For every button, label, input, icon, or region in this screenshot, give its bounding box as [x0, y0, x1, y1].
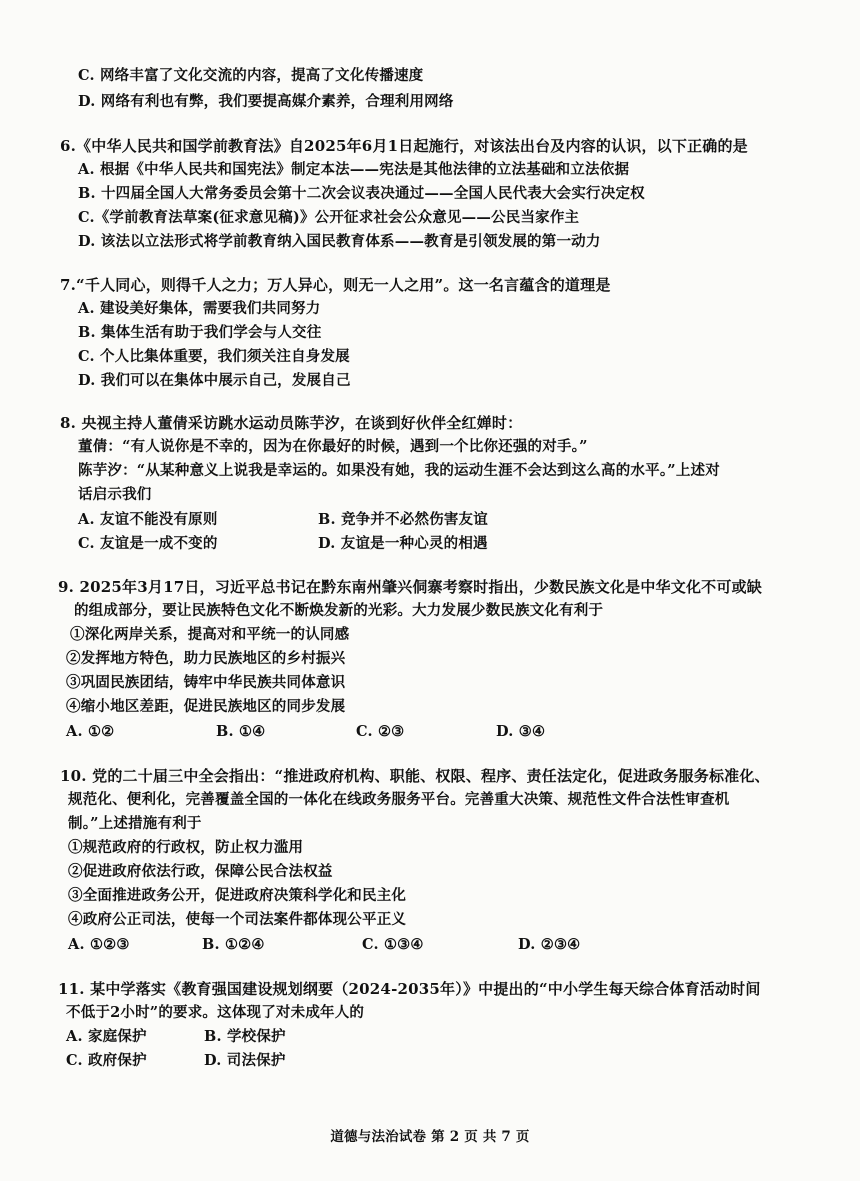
q9-option-b: B. ①④ — [216, 723, 266, 740]
q8-option-a: A. 友谊不能没有原则 — [78, 511, 218, 528]
q10-option-b: B. ①②④ — [202, 936, 265, 953]
q9-stem-line2: 的组成部分，要让民族特色文化不断焕发新的光彩。大力发展少数民族文化有利于 — [74, 602, 604, 619]
q6-stem: 6.《中华人民共和国学前教育法》自2025年6月1日起施行，对该法出台及内容的认识，以下正确的是 — [60, 137, 748, 155]
page-footer: 道德与法治试卷 第 2 页 共 7 页 — [330, 1129, 530, 1145]
q5-option-c: C. 网络丰富了文化交流的内容，提高了文化传播速度 — [78, 67, 424, 84]
q9-option-d: D. ③④ — [496, 723, 546, 740]
q7-option-d: D. 我们可以在集体中展示自己，发展自己 — [78, 372, 351, 389]
q10-stem: 10. 党的二十届三中全会指出：“推进政府机构、职能、权限、程序、责任法定化，促进政务服务标准化、 — [60, 767, 770, 785]
q9-stem: 9. 2025年3月17日，习近平总书记在黔东南州肇兴侗寨考察时指出，少数民族文化是中华文化不可或缺 — [58, 578, 762, 596]
q10-item-2: ②促进政府依法行政，保障公民合法权益 — [68, 863, 333, 880]
q11-option-c: C. 政府保护 — [66, 1052, 147, 1069]
q9-option-a: A. ①② — [66, 723, 115, 740]
q10-item-1: ①规范政府的行政权，防止权力滥用 — [68, 839, 304, 856]
q9-item-1: ①深化两岸关系，提高对和平统一的认同感 — [70, 626, 350, 643]
q6-option-c: C.《学前教育法草案(征求意见稿)》公开征求社会公众意见——公民当家作主 — [78, 209, 580, 226]
q9-item-2: ②发挥地方特色，助力民族地区的乡村振兴 — [66, 650, 346, 667]
q8-stem: 8. 央视主持人董倩采访跳水运动员陈芋汐，在谈到好伙伴全红婵时： — [60, 414, 523, 432]
q5-option-d: D. 网络有利也有弊，我们要提高媒介素养，合理利用网络 — [78, 93, 454, 110]
q6-option-d: D. 该法以立法形式将学前教育纳入国民教育体系——教育是引领发展的第一动力 — [78, 233, 601, 250]
q8-stem-tail: 话启示我们 — [78, 486, 152, 503]
q8-option-b: B. 竞争并不必然伤害友谊 — [318, 511, 488, 528]
q9-option-c: C. ②③ — [356, 723, 405, 740]
q10-option-d: D. ②③④ — [518, 936, 581, 953]
q8-dialogue-2: 陈芋汐：“从某种意义上说我是幸运的。如果没有她，我的运动生涯不会达到这么高的水平。”上述对 — [78, 462, 720, 479]
q7-option-b: B. 集体生活有助于我们学会与人交往 — [78, 324, 322, 341]
q10-item-3: ③全面推进政务公开，促进政府决策科学化和民主化 — [68, 887, 407, 904]
q6-option-b: B. 十四届全国人大常务委员会第十二次会议表决通过——全国人民代表大会实行决定权 — [78, 185, 645, 202]
q7-option-c: C. 个人比集体重要，我们须关注自身发展 — [78, 348, 350, 365]
q10-stem-line3: 制。”上述措施有利于 — [68, 815, 202, 832]
q7-stem: 7.“千人同心，则得千人之力；万人异心，则无一人之用”。这一名言蕴含的道理是 — [60, 276, 611, 294]
q9-item-4: ④缩小地区差距，促进民族地区的同步发展 — [66, 698, 346, 715]
q8-dialogue-1: 董倩：“有人说你是不幸的，因为在你最好的时候，遇到一个比你还强的对手。” — [78, 438, 588, 455]
q7-option-a: A. 建设美好集体，需要我们共同努力 — [78, 300, 321, 317]
q11-option-b: B. 学校保护 — [204, 1028, 286, 1045]
q10-item-4: ④政府公正司法，使每一个司法案件都体现公平正义 — [68, 911, 407, 928]
q11-stem: 11. 某中学落实《教育强国建设规划纲要（2024-2035年）》中提出的“中小学生每天综合体育活动时间 — [58, 980, 761, 998]
q11-option-d: D. 司法保护 — [204, 1052, 286, 1069]
q8-option-c: C. 友谊是一成不变的 — [78, 535, 218, 552]
q9-item-3: ③巩固民族团结，铸牢中华民族共同体意识 — [66, 674, 346, 691]
q11-option-a: A. 家庭保护 — [66, 1028, 147, 1045]
q10-stem-line2: 规范化、便利化，完善覆盖全国的一体化在线政务服务平台。完善重大决策、规范性文件合法性审查机 — [68, 791, 730, 808]
q11-stem-line2: 不低于2小时”的要求。这体现了对未成年人的 — [66, 1004, 365, 1021]
q8-option-d: D. 友谊是一种心灵的相遇 — [318, 535, 488, 552]
q10-option-c: C. ①③④ — [362, 936, 424, 953]
q6-option-a: A. 根据《中华人民共和国宪法》制定本法——宪法是其他法律的立法基础和立法依据 — [78, 161, 630, 178]
q10-option-a: A. ①②③ — [68, 936, 130, 953]
